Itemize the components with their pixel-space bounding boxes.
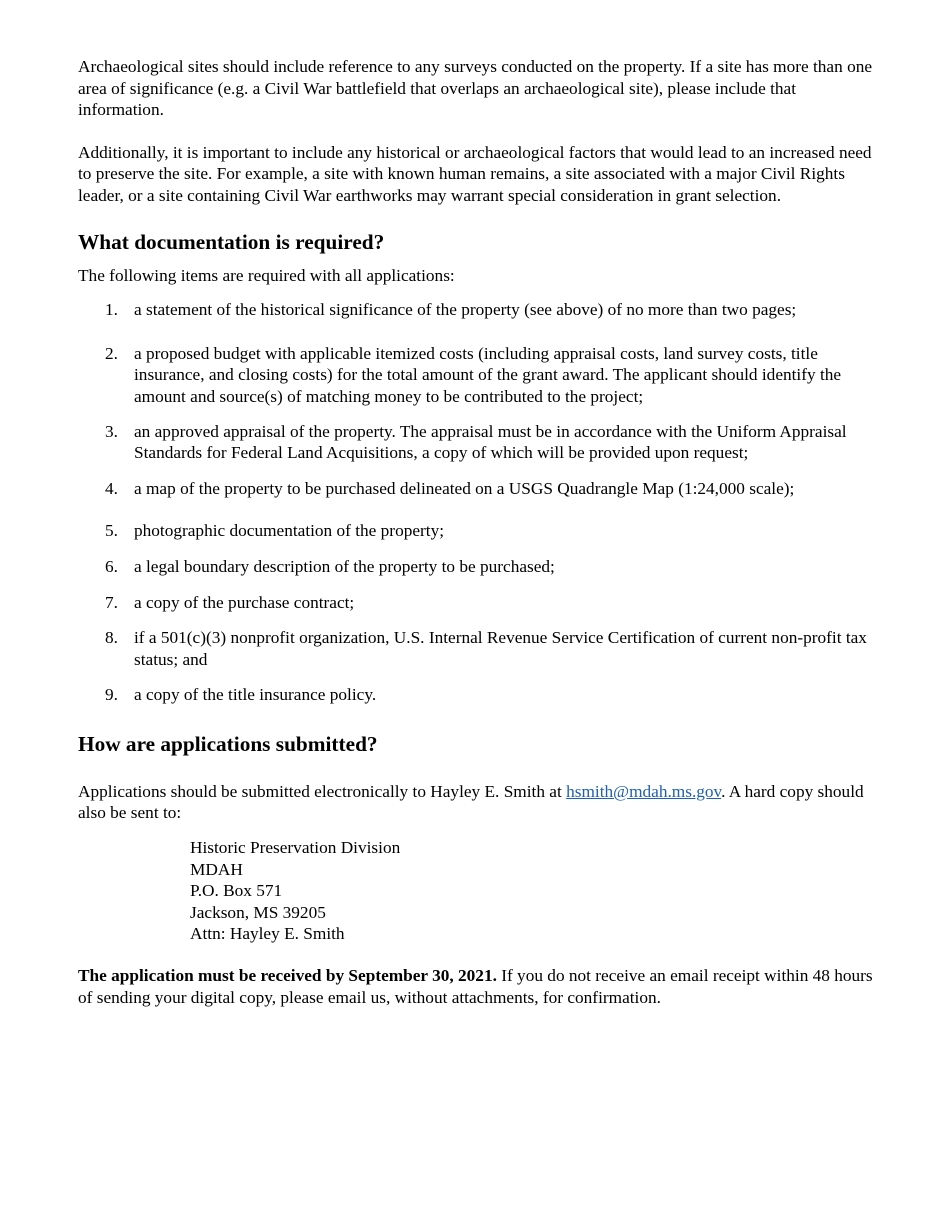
email-link[interactable]: hsmith@mdah.ms.gov: [566, 781, 722, 801]
submission-paragraph: [78, 781, 878, 824]
list-item: [78, 592, 878, 614]
list-item-number: 3.: [105, 421, 118, 441]
submission-text-before: Applications should be submitted electronically to Hayley E. Smith at: [78, 781, 567, 801]
list-item: [78, 556, 878, 578]
list-item: [78, 684, 878, 706]
list-item-text: if a 501(c)(3) nonprofit organization, U.S. Internal Revenue Service Certification of current non-profit tax status; and: [134, 628, 867, 669]
documentation-heading: What documentation is required?: [78, 229, 385, 254]
document-page: [78, 56, 878, 1008]
archaeological-paragraph: Archaeological sites should include reference to any surveys conducted on the property. If a site has more than one area of significance (e.g. a Civil War battlefield that overlaps an archaeological site), please include that information.: [78, 57, 873, 120]
deadline-paragraph: [78, 965, 878, 1008]
address-line-attn: Attn: Hayley E. Smith: [190, 924, 345, 944]
list-item-number: 8.: [105, 628, 118, 648]
list-item-number: 2.: [105, 343, 118, 363]
deadline-rest: If you do not receive an email receipt within 48 hours of sending your digital copy, please email us, without attachments, for confirmation.: [78, 966, 873, 1007]
list-item-number: 6.: [105, 556, 118, 576]
list-item-number: 7.: [105, 592, 118, 612]
list-item-text: a copy of the purchase contract;: [134, 592, 355, 612]
list-item-text: a map of the property to be purchased delineated on a USGS Quadrangle Map (1:24,000 scale);: [134, 478, 795, 498]
list-item-text: a copy of the title insurance policy.: [134, 685, 377, 705]
list-item-text: a legal boundary description of the property to be purchased;: [134, 556, 555, 576]
list-item-text: a proposed budget with applicable itemized costs (including appraisal costs, land survey costs, title insurance, and closing costs) for the total amount of the grant award. The applicant should identify the amount and source(s) of matching money to be contributed to the project;: [134, 343, 842, 406]
mailing-address: [78, 837, 878, 945]
list-item-text: an approved appraisal of the property. The appraisal must be in accordance with the Uniform Appraisal Standards for Federal Land Acquisitions, a copy of which will be provided upon request;: [134, 421, 847, 463]
list-item: [78, 299, 878, 321]
list-item: [78, 421, 878, 464]
list-item-number: 4.: [105, 478, 118, 498]
required-items-list: [78, 299, 878, 706]
list-item: [78, 478, 878, 500]
submission-text-after: . A hard copy should also be sent to:: [78, 781, 864, 823]
list-item: [78, 520, 878, 542]
address-line-division: Historic Preservation Division: [190, 838, 401, 858]
list-item-text: photographic documentation of the property;: [134, 521, 445, 541]
list-item-number: 5.: [105, 521, 118, 541]
deadline-bold: The application must be received by September 30, 2021.: [78, 966, 497, 986]
address-line-agency: MDAH: [190, 859, 243, 879]
list-item-text: a statement of the historical significance of the property (see above) of no more than two pages;: [134, 300, 797, 320]
submission-heading: How are applications submitted?: [78, 731, 378, 756]
list-item-number: 9.: [105, 685, 118, 705]
list-item: [78, 627, 878, 670]
documentation-intro: The following items are required with all applications:: [78, 265, 455, 285]
additionally-paragraph: Additionally, it is important to include any historical or archaeological factors that would lead to an increased need to preserve the site. For example, a site with known human remains, a site associated with a major Civil Rights leader, or a site containing Civil War earthworks may warrant special consideration in grant selection.: [78, 142, 872, 205]
list-item-number: 1.: [105, 300, 118, 320]
address-line-city: Jackson, MS 39205: [190, 902, 326, 922]
address-line-po-box: P.O. Box 571: [190, 881, 283, 901]
list-item: [78, 343, 878, 408]
